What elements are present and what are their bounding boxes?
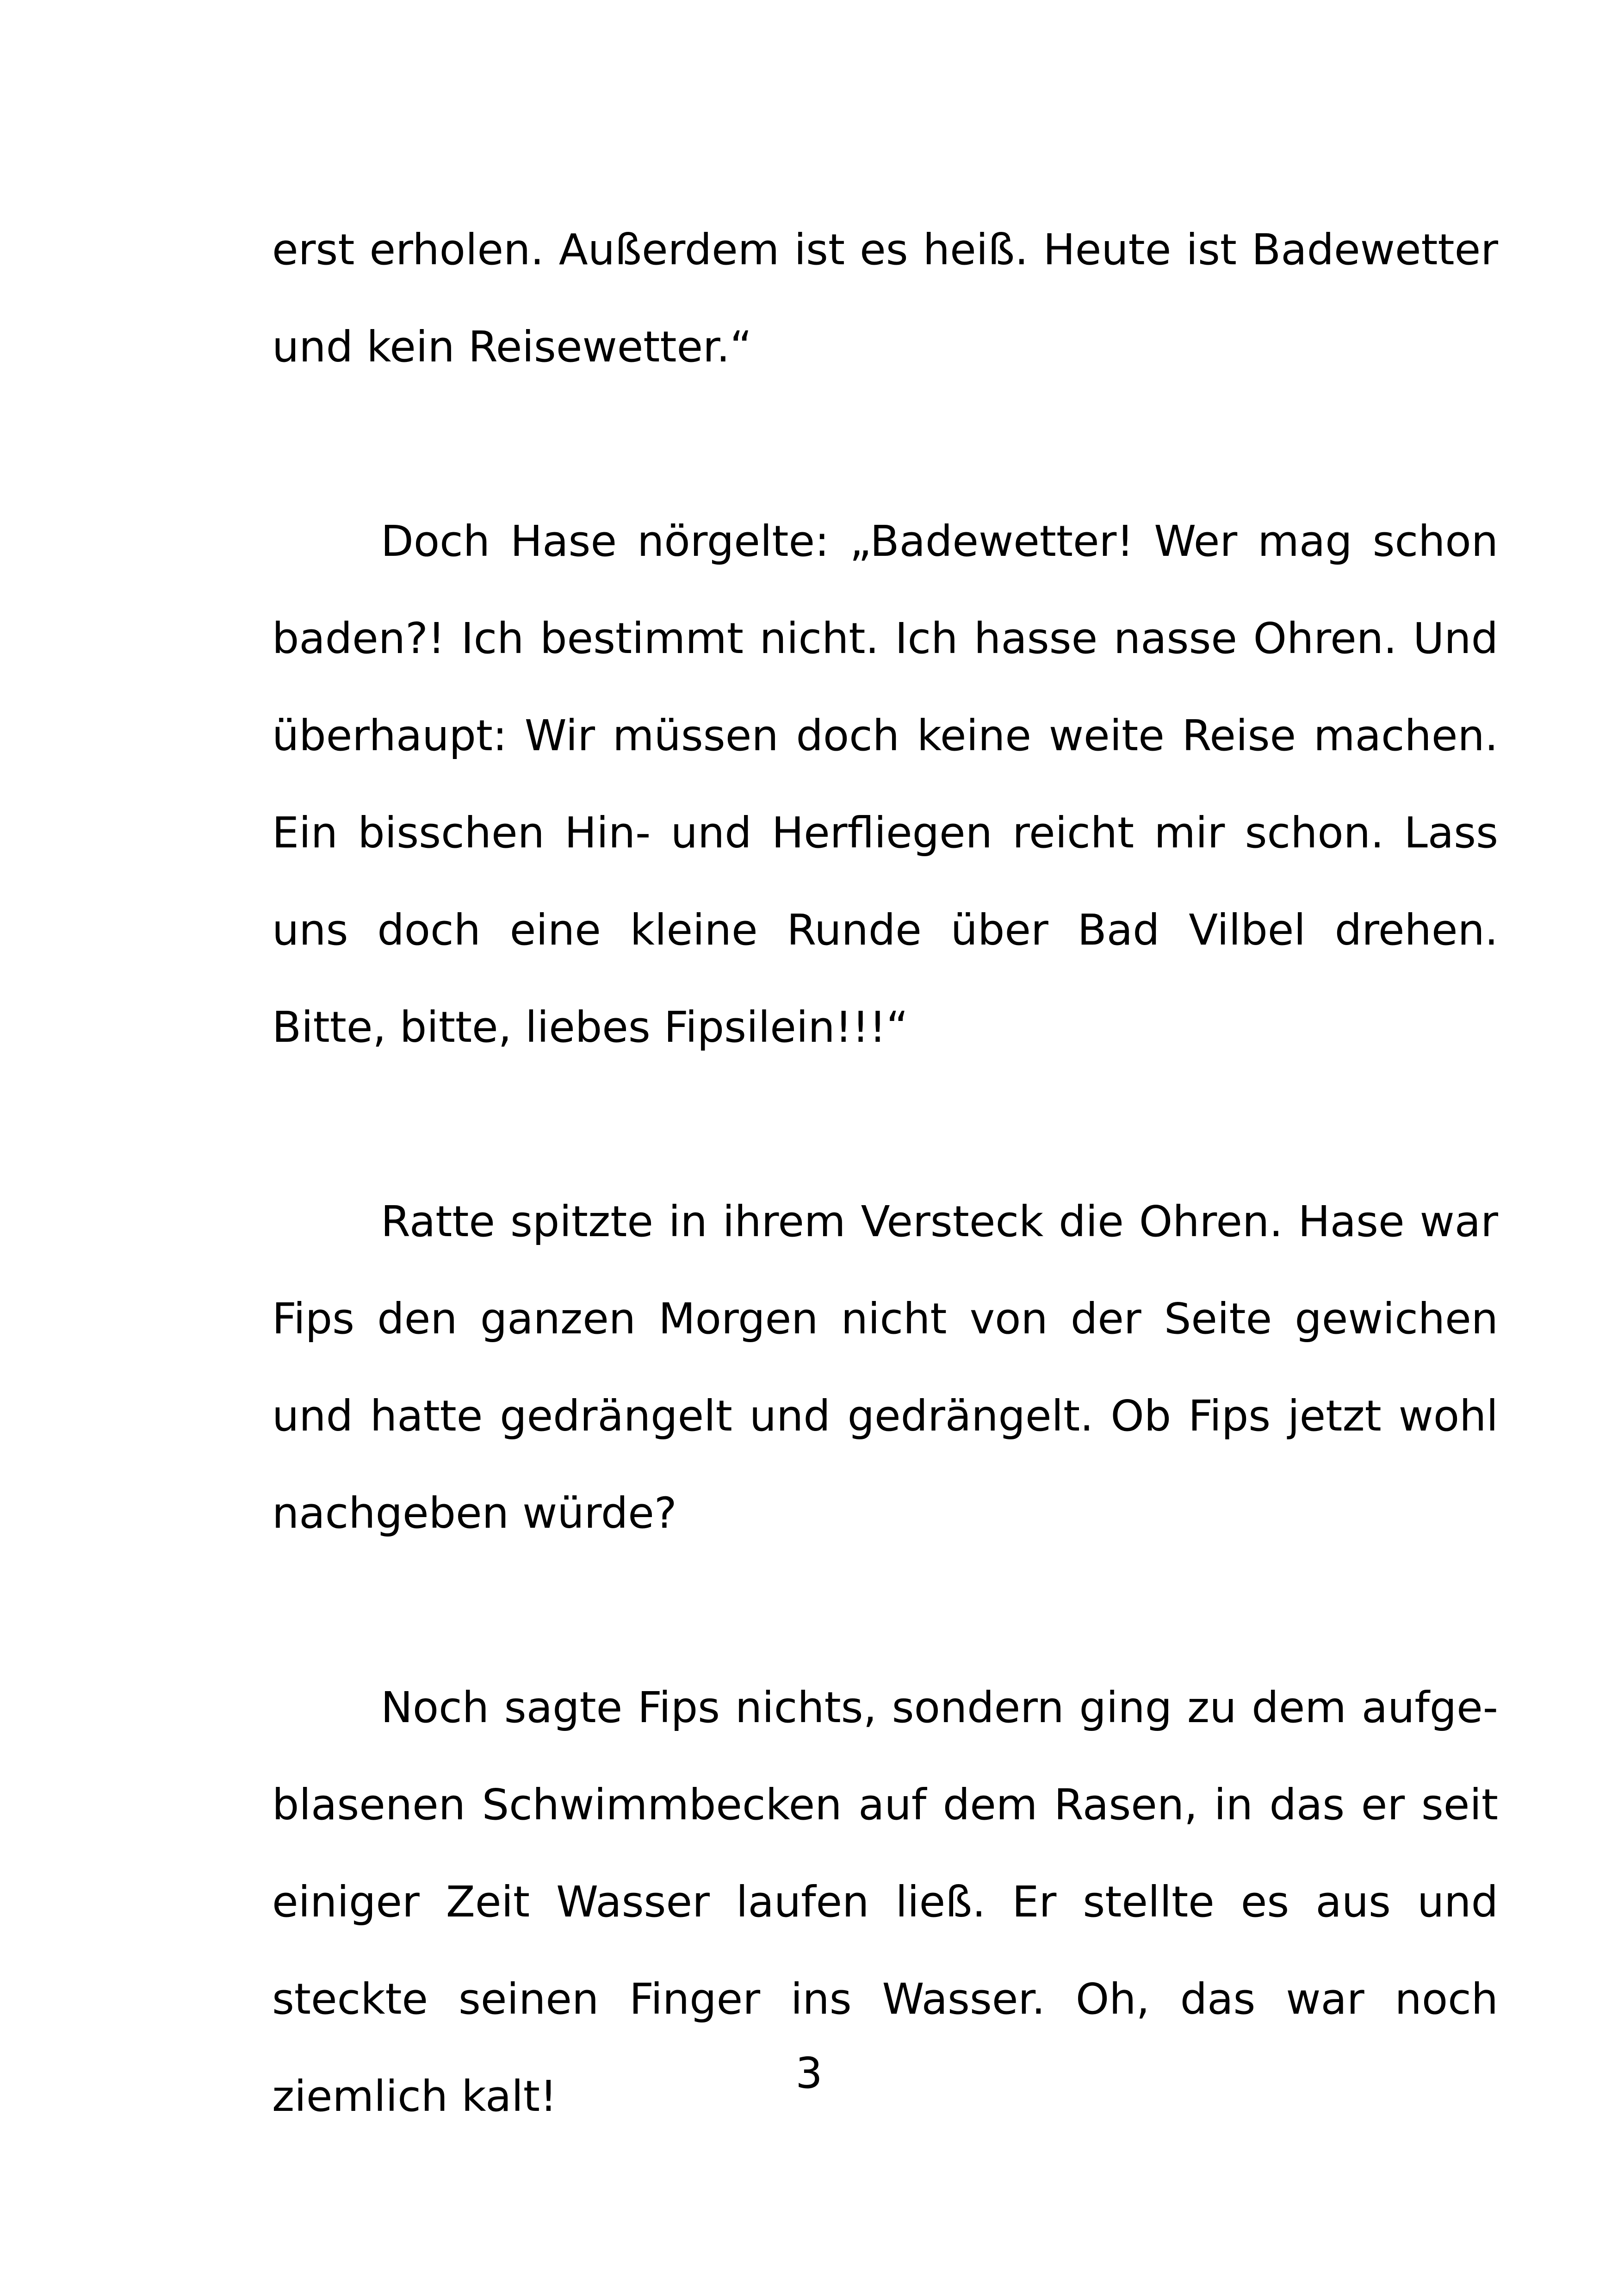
page-number: 3 [795,2048,823,2098]
paragraph-ratte-listens: Ratte spitzte in ihrem Versteck die Ohren. Hase war Fips den ganzen Morgen nicht von der Seite gewichen und hatte gedrängelt und gedrängelt. Ob Fips jetzt wohl nachgeben würde? [272,1197,1498,1538]
paragraph-continuation: erst erholen. Außerdem ist es heiß. Heute ist Badewetter und kein Reisewetter.“ [272,225,1498,372]
paragraph-fips-pool: Noch sagte Fips nichts, sondern ging zu dem aufgeblasenen Schwimmbecken auf dem Rasen, in das er seit einiger Zeit Wasser laufen ließ. Er stellte es aus und steckte seinen Finger ins Wasser. Oh, das war noch ziemlich kalt! [272,1683,1498,2121]
paragraph-hase-complains: Doch Hase nörgelte: „Badewetter! Wer mag schon baden?! Ich bestimmt nicht. Ich hasse nasse Ohren. Und überhaupt: Wir müssen doch keine weite Reise machen. Ein bisschen Hin- und Herfliegen reicht mir schon. Lass uns doch eine kleine Runde über Bad Vilbel drehen. Bitte, bitte, liebes Fipsilein!!!“ [272,516,1498,1052]
body-text [272,201,1498,2242]
